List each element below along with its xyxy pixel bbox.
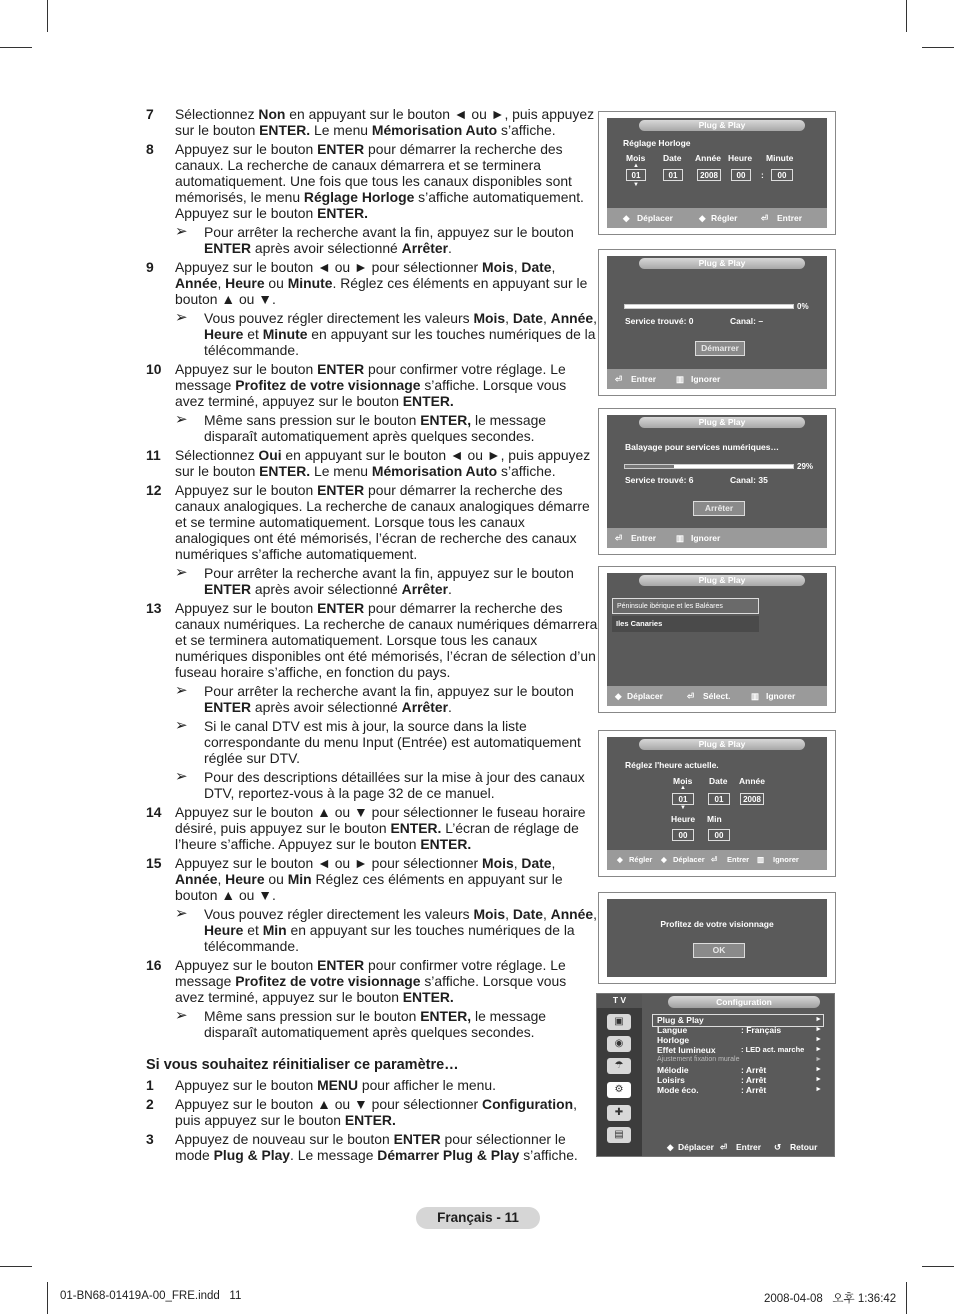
crop-mark xyxy=(922,1266,954,1267)
input-icon[interactable]: ✚ xyxy=(607,1105,631,1121)
note xyxy=(175,683,598,715)
step xyxy=(146,361,598,409)
left-right-icon: ◆ xyxy=(661,855,667,864)
note xyxy=(175,906,598,954)
step-text: Sélectionnez Non en appuyant sur le bouton ◄ ou ►, puis appuyez sur le bouton ENTER. Le menu Mémorisation Auto s’affiche. xyxy=(175,106,595,138)
channel: Canal: 35 xyxy=(730,475,768,485)
progress-percent: 29% xyxy=(797,462,814,471)
foot-deplacer: Déplacer xyxy=(637,213,673,223)
step-number: 12 xyxy=(146,482,162,498)
col-heure: Heure xyxy=(671,814,696,824)
note-arrow-icon: ➢ xyxy=(175,905,188,922)
chevron-right-icon: ► xyxy=(815,1036,822,1043)
chevron-right-icon: ► xyxy=(815,1086,822,1093)
crop-mark xyxy=(906,1282,907,1314)
step-number: 3 xyxy=(146,1131,154,1147)
menu-row-value: : Arrêt xyxy=(741,1065,767,1075)
menu-row-value: : LED act. marche xyxy=(741,1045,805,1054)
foot-entrer: Entrer xyxy=(777,213,803,223)
chevron-right-icon: ► xyxy=(815,1016,822,1023)
enter-icon: ⏎ xyxy=(615,533,623,543)
start-button[interactable]: Démarrer xyxy=(695,341,745,356)
foot-entrer: Entrer xyxy=(736,1142,762,1152)
chevron-right-icon: ► xyxy=(815,1066,822,1073)
reset-steps-list xyxy=(146,1077,598,1163)
step-number: 1 xyxy=(146,1077,154,1093)
setup-icon[interactable]: ⚙ xyxy=(607,1082,631,1098)
osd-title: Plug & Play xyxy=(639,258,805,269)
enter-icon: ⏎ xyxy=(711,855,718,864)
foot-regler: Régler xyxy=(711,213,738,223)
col-min: Min xyxy=(707,814,722,824)
note xyxy=(175,412,598,444)
foot-ignorer: Ignorer xyxy=(773,855,799,864)
ok-button[interactable]: OK xyxy=(693,943,745,958)
menu-row-label: Horloge xyxy=(657,1035,690,1045)
service-found: Service trouvé: 0 xyxy=(625,316,694,326)
field-min[interactable]: 00 xyxy=(708,829,730,841)
osd-title: Plug & Play xyxy=(639,417,805,428)
osd-heading: Réglez l'heure actuelle. xyxy=(625,760,719,770)
step xyxy=(146,141,598,221)
menu-sidebar xyxy=(597,994,642,1156)
note-text: Pour arrêter la recherche avant la fin, appuyez sur le bouton ENTER après avoir sélectionné Arrêter. xyxy=(204,565,574,597)
step-text: Sélectionnez Oui en appuyant sur le bouton ◄ ou ►, puis appuyez sur le bouton ENTER. Le menu Mémorisation Auto s’affiche. xyxy=(175,447,591,479)
reset-heading: Si vous souhaitez réinitialiser ce paramètre… xyxy=(146,1057,459,1073)
field-heure[interactable]: 00 xyxy=(672,829,694,841)
return-icon: ↺ xyxy=(774,1142,782,1152)
foot-regler: Régler xyxy=(629,855,653,864)
skip-icon: ▥ xyxy=(757,855,765,864)
field-date[interactable]: 01 xyxy=(663,169,683,181)
foot-select: Sélect. xyxy=(703,691,731,701)
skip-icon: ▥ xyxy=(676,374,685,384)
crop-mark xyxy=(906,0,907,32)
step-text: Appuyez sur le bouton ENTER pour démarrer la recherche des canaux numériques. La recherche de canaux numériques démarrera et se terminera automatiquement. Lorsque tous les canaux numériques disponibles ont été mémorisés, l’écran de sélection d’un fuseau horaire s’affiche, en fonction du pays. xyxy=(175,600,598,680)
sound-icon[interactable]: ◉ xyxy=(607,1036,631,1052)
col-minute: Minute xyxy=(766,153,794,163)
note-text: Même sans pression sur le bouton ENTER, le message disparaît automatiquement après quelques secondes. xyxy=(204,412,547,444)
left-right-icon: ◆ xyxy=(623,213,630,223)
menu-row-value: : Arrêt xyxy=(741,1075,767,1085)
steps-list xyxy=(146,106,598,1040)
skip-icon: ▥ xyxy=(751,691,760,701)
foot-deplacer: Déplacer xyxy=(627,691,663,701)
note-arrow-icon: ➢ xyxy=(175,717,188,734)
foot-ignorer: Ignorer xyxy=(691,533,721,543)
step xyxy=(146,957,598,1005)
step-number: 2 xyxy=(146,1096,154,1112)
osd-footer xyxy=(607,850,827,870)
field-heure[interactable]: 00 xyxy=(731,169,751,181)
field-annee[interactable]: 2008 xyxy=(740,793,764,805)
col-date: Date xyxy=(709,776,728,786)
note xyxy=(175,565,598,597)
osd-title: Plug & Play xyxy=(639,120,805,131)
note-arrow-icon: ➢ xyxy=(175,768,188,785)
menu-row-label: Mode éco. xyxy=(657,1085,699,1095)
progress-bar xyxy=(624,464,794,469)
progress-bar xyxy=(624,304,794,309)
menu-row-label: Ajustement fixation murale xyxy=(657,1056,740,1063)
foot-ignorer: Ignorer xyxy=(691,374,721,384)
step xyxy=(146,447,598,479)
menu-title: Configuration xyxy=(716,997,772,1007)
crop-mark xyxy=(47,0,48,32)
foot-entrer: Entrer xyxy=(727,855,750,864)
enjoy-message: Profitez de votre visionnage xyxy=(660,919,774,929)
enter-icon: ⏎ xyxy=(687,691,695,701)
menu-row[interactable] xyxy=(657,1075,822,1085)
picture-icon[interactable]: ▣ xyxy=(607,1014,631,1030)
osd-footer xyxy=(607,208,827,228)
up-down-icon: ◆ xyxy=(615,691,622,701)
down-arrow-icon: ▼ xyxy=(633,182,639,188)
step-text: Appuyez sur le bouton ENTER pour confirmer votre réglage. Le message Profitez de votre visionnage s’affiche. Lorsque vous avez terminé, appuyez sur le bouton ENTER. xyxy=(175,361,567,409)
note-arrow-icon: ➢ xyxy=(175,223,188,240)
note xyxy=(175,224,598,256)
step-text: Appuyez de nouveau sur le bouton ENTER pour sélectionner le mode Plug & Play. Le message Démarrer Plug & Play s’affiche. xyxy=(175,1131,578,1163)
osd-digital-search xyxy=(598,408,836,555)
menu-row-label: Loisirs xyxy=(657,1075,685,1085)
note-text: Même sans pression sur le bouton ENTER, le message disparaît automatiquement après quelques secondes. xyxy=(204,1008,547,1040)
menu-row-value: : Français xyxy=(741,1025,782,1035)
chevron-right-icon: ► xyxy=(815,1076,822,1083)
menu-row[interactable] xyxy=(657,1035,822,1045)
footer-date: 2008-04-08 오후 1:36:42 xyxy=(764,1293,897,1305)
osd-timezone xyxy=(598,566,836,713)
menu-row-label: Effet lumineux xyxy=(657,1045,716,1055)
up-arrow-icon: ▲ xyxy=(633,163,639,169)
field-mois[interactable]: 01 xyxy=(672,793,694,805)
step xyxy=(146,855,598,903)
service-found: Service trouvé: 6 xyxy=(625,475,694,485)
foot-entrer: Entrer xyxy=(631,374,657,384)
menu-row-label: Mélodie xyxy=(657,1065,689,1075)
col-annee: Année xyxy=(695,153,721,163)
note xyxy=(175,1008,598,1040)
menu-row[interactable] xyxy=(657,1015,822,1025)
step-number: 16 xyxy=(146,957,162,973)
step xyxy=(146,482,598,562)
note-arrow-icon: ➢ xyxy=(175,564,188,581)
osd-clock-setup xyxy=(598,111,836,235)
step-text: Appuyez sur le bouton ◄ ou ► pour sélectionner Mois, Date, Année, Heure ou Min Réglez ces éléments en appuyant sur le bouton ▲ ou ▼. xyxy=(175,855,563,903)
osd-analog-search xyxy=(598,249,836,396)
note-text: Vous pouvez régler directement les valeurs Mois, Date, Année, Heure et Min en appuyant sur les touches numériques de la télécommande. xyxy=(204,906,597,954)
crop-mark xyxy=(922,47,954,48)
foot-entrer: Entrer xyxy=(631,533,657,543)
crop-mark xyxy=(47,1282,48,1314)
note-text: Vous pouvez régler directement les valeurs Mois, Date, Année, Heure et Minute en appuyant sur les touches numériques de la télécommande. xyxy=(204,310,597,358)
menu-title-bar xyxy=(668,996,820,1008)
osd-title: Plug & Play xyxy=(639,575,805,586)
step-number: 13 xyxy=(146,600,162,616)
osd-title: Plug & Play xyxy=(639,739,805,750)
foot-ignorer: Ignorer xyxy=(766,691,796,701)
note-text: Pour arrêter la recherche avant la fin, appuyez sur le bouton ENTER après avoir sélectionné Arrêter. xyxy=(204,224,574,256)
col-mois: Mois xyxy=(626,153,646,163)
tv-label: T V xyxy=(597,994,642,1008)
footer-file: 01-BN68-01419A-00_FRE.indd 11 xyxy=(60,1290,242,1302)
enter-icon: ⏎ xyxy=(761,213,769,223)
field-date[interactable]: 01 xyxy=(708,793,730,805)
step-text: Appuyez sur le bouton ▲ ou ▼ pour sélectionner Configuration, puis appuyez sur le bouton ENTER. xyxy=(175,1096,577,1128)
step xyxy=(146,259,598,307)
col-date: Date xyxy=(663,153,682,163)
note xyxy=(175,718,598,766)
menu-row[interactable] xyxy=(657,1065,822,1075)
chevron-right-icon: ► xyxy=(815,1046,822,1053)
menu-row[interactable] xyxy=(657,1025,822,1035)
menu-footer xyxy=(642,1138,834,1156)
enter-icon: ⏎ xyxy=(615,374,623,384)
step-text: Appuyez sur le bouton MENU pour afficher le menu. xyxy=(175,1077,496,1093)
note-text: Si le canal DTV est mis à jour, la source dans la liste correspondante du menu Input (Entrée) est automatiquement réglée sur DTV. xyxy=(204,718,581,766)
note xyxy=(175,769,598,801)
enter-icon: ⏎ xyxy=(720,1142,728,1152)
timezone-option[interactable]: Péninsule ibérique et les Baléares xyxy=(612,598,759,614)
step-text: Appuyez sur le bouton ENTER pour confirmer votre réglage. Le message Profitez de votre visionnage s’affiche. Lorsque vous avez terminé, appuyez sur le bouton ENTER. xyxy=(175,957,567,1005)
progress-percent: 0% xyxy=(797,302,809,311)
step-text: Appuyez sur le bouton ENTER pour démarrer la recherche des canaux analogiques. La recherche de canaux analogiques démarre et se termine automatiquement. Lorsque tous les canaux analogiques ont été mémorisés, l’écran de recherche des canaux numériques s’affiche automatiquement. xyxy=(175,482,590,562)
step-number: 11 xyxy=(146,447,161,463)
note-text: Pour arrêter la recherche avant la fin, appuyez sur le bouton ENTER après avoir sélectionné Arrêter. xyxy=(204,683,574,715)
note-text: Pour des descriptions détaillées sur la mise à jour des canaux DTV, reportez-vous à la page 32 de ce manuel. xyxy=(204,769,585,801)
step-number: 15 xyxy=(146,855,162,871)
timezone-option[interactable]: Iles Canaries xyxy=(612,616,759,632)
osd-current-time xyxy=(598,730,836,877)
step-text: Appuyez sur le bouton ENTER pour démarrer la recherche des canaux. La recherche de canaux démarrera et se terminera automatiquement. Une fois que tous les canaux disponibles sont mémorisés, le menu Réglage Horloge s’affiche automatiquement. Appuyez sur le bouton ENTER. xyxy=(175,141,584,221)
step xyxy=(146,1077,598,1093)
osd-footer xyxy=(607,686,827,706)
crop-mark xyxy=(0,1266,32,1267)
channel-icon[interactable]: ☂ xyxy=(607,1058,631,1074)
chevron-right-icon: ► xyxy=(815,1026,822,1033)
instructions-column xyxy=(146,106,598,1166)
col-mois: Mois xyxy=(673,776,693,786)
menu-row[interactable] xyxy=(657,1045,822,1055)
menu-row[interactable] xyxy=(657,1085,822,1095)
menu-row-label: Plug & Play xyxy=(657,1015,704,1025)
step-text: Appuyez sur le bouton ◄ ou ► pour sélectionner Mois, Date, Année, Heure ou Minute. Réglez ces éléments en appuyant sur le bouton ▲ ou ▼. xyxy=(175,259,588,307)
col-annee: Année xyxy=(739,776,765,786)
crop-mark xyxy=(0,47,32,48)
osd-configuration-menu xyxy=(596,993,835,1157)
step xyxy=(146,804,598,852)
step xyxy=(146,106,598,138)
field-annee[interactable]: 2008 xyxy=(697,169,721,181)
step xyxy=(146,1096,598,1128)
step-number: 10 xyxy=(146,361,162,377)
note xyxy=(175,310,598,358)
col-heure: Heure xyxy=(728,153,753,163)
note-arrow-icon: ➢ xyxy=(175,411,188,428)
up-down-icon: ◆ xyxy=(667,1142,674,1152)
up-down-icon: ◆ xyxy=(699,213,706,223)
time-separator: : xyxy=(761,170,764,180)
foot-deplacer: Déplacer xyxy=(673,855,705,864)
step-number: 9 xyxy=(146,259,154,275)
skip-icon: ▥ xyxy=(676,533,685,543)
up-arrow-icon: ▲ xyxy=(680,785,686,791)
field-minute[interactable]: 00 xyxy=(771,169,793,181)
page-label: Français - 11 xyxy=(416,1207,540,1229)
stop-button[interactable]: Arrêter xyxy=(693,501,745,516)
down-arrow-icon: ▼ xyxy=(680,805,686,811)
menu-row[interactable] xyxy=(657,1055,822,1065)
step xyxy=(146,600,598,680)
step-number: 7 xyxy=(146,106,154,122)
chevron-right-icon: ► xyxy=(815,1056,822,1063)
up-down-icon: ◆ xyxy=(617,855,623,864)
note-arrow-icon: ➢ xyxy=(175,682,188,699)
scan-heading: Balayage pour services numériques… xyxy=(625,442,780,452)
osd-enjoy xyxy=(598,892,836,984)
menu-row-value: : Arrêt xyxy=(741,1085,767,1095)
step xyxy=(146,1131,598,1163)
step-number: 14 xyxy=(146,804,162,820)
osd-heading: Réglage Horloge xyxy=(623,138,691,148)
step-number: 8 xyxy=(146,141,154,157)
osd-footer xyxy=(607,369,827,389)
foot-retour: Retour xyxy=(790,1142,818,1152)
note-arrow-icon: ➢ xyxy=(175,309,188,326)
menu-row-label: Langue xyxy=(657,1025,688,1035)
channel: Canal: – xyxy=(730,316,764,326)
application-icon[interactable]: ▤ xyxy=(607,1127,631,1143)
note-arrow-icon: ➢ xyxy=(175,1007,188,1024)
field-mois[interactable]: 01 xyxy=(626,169,646,181)
foot-deplacer: Déplacer xyxy=(678,1142,714,1152)
osd-footer xyxy=(607,528,827,548)
step-text: Appuyez sur le bouton ▲ ou ▼ pour sélectionner le fuseau horaire désiré, puis appuyez sur le bouton ENTER. L’écran de réglage de l’heure s’affiche. Appuyez sur le bouton ENTER. xyxy=(175,804,586,852)
